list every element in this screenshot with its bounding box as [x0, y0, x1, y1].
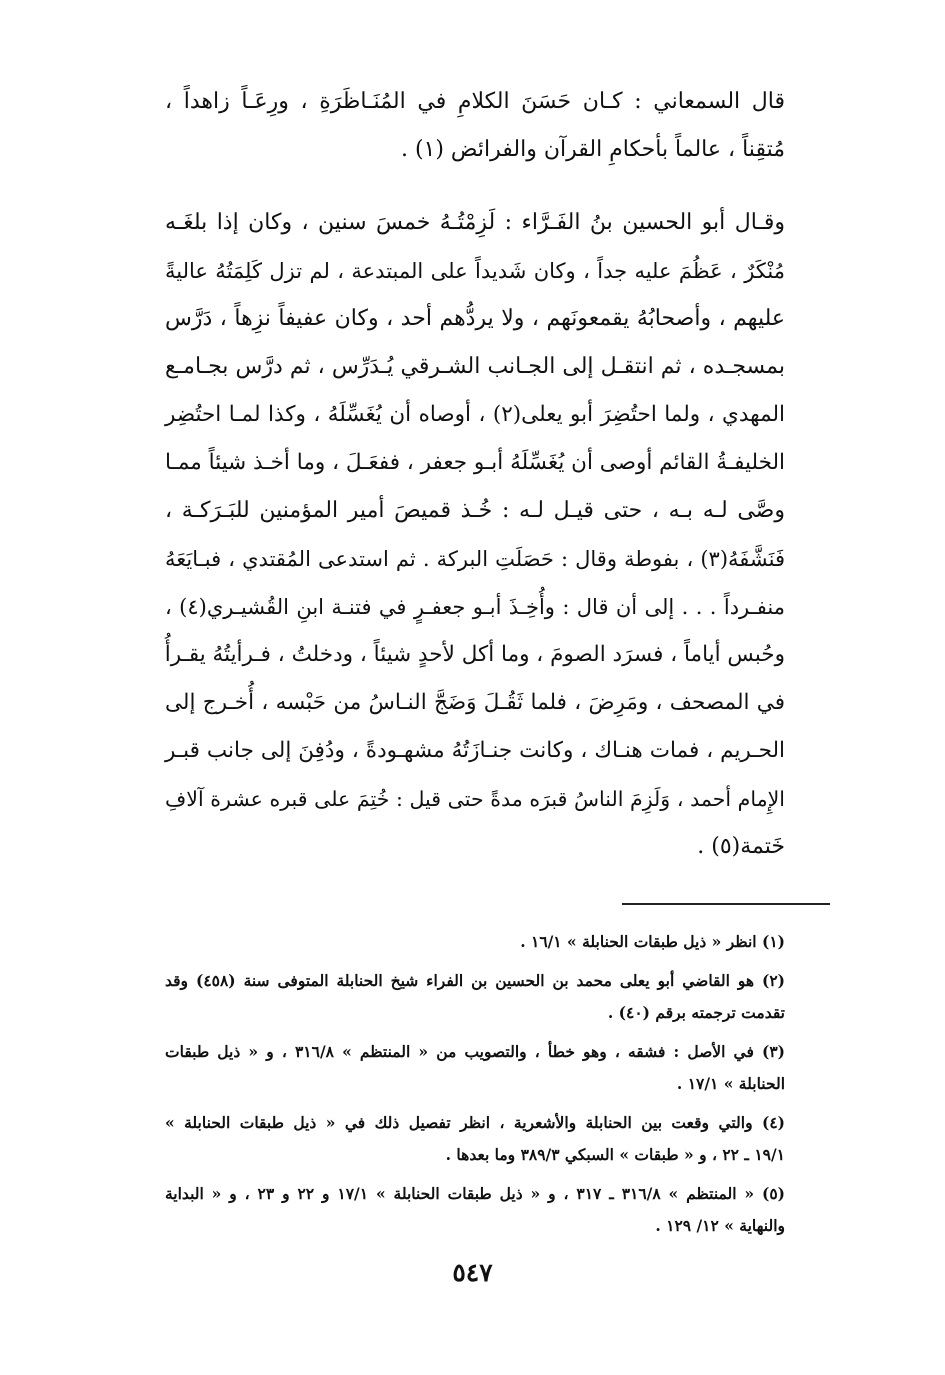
text-line: وحُبس أياماً ، فسرَد الصومَ ، وما أكل لأحدٍ شيئاً ، ودخلتُ ، فـرأيتُهُ يقـرأُ: [164, 642, 785, 667]
footnote-spacer: [165, 1100, 785, 1107]
footnote-line: (٤) والتي وقعت بين الحنابلة والأشعرية ، انظر تفصيل ذلك في « ذيل طبقات الحنابلة »: [165, 1113, 785, 1132]
footnote-line: (٣) في الأصل : فشقه ، وهو خطأ ، والتصويب من « المنتظم » ٣١٦/٨ ، و « ذيل طبقات: [165, 1042, 785, 1061]
text-line: قال السمعاني : كـان حَسَنَ الكلامِ في المُنَـاظَرَةِ ، ورِعَـاً زاهداً ،: [165, 89, 785, 114]
text-line: فَنَشَّفَهُ(٣) ، بفوطة وقال : حَصَلَتِ البركة . ثم استدعى المُقتدي ، فبـايَعَهُ: [165, 547, 785, 571]
footnote-spacer: [165, 958, 785, 965]
footnote-1: [165, 926, 785, 958]
main-text: [165, 78, 785, 871]
footnote-line: (٥) « المنتظم » ٣١٦/٨ ـ ٣١٧ ، و « ذيل طبقات الحنابلة » ١٧/١ و ٢٢ و ٢٣ ، و « البداية: [165, 1184, 785, 1203]
text-line: وقـال أبو الحسين بنُ الفَـرَّاء : لَزِمْتُـهُ خمسَ سنين ، وكان إذا بلغَـه: [165, 210, 785, 235]
paragraph-2: [165, 199, 785, 871]
footnote-spacer: [165, 1171, 785, 1178]
footnote-line: (٢) هو القاضي أبو يعلى محمد بن الحسين بن الفراء شيخ الحنابلة المتوفى سنة (٤٥٨) وقد: [165, 971, 785, 990]
text-line: مُنْكَرٌ ، عَظُمَ عليه جداً ، وكان شَديداً على المبتدعة ، لم تزل كَلِمَتُهُ عاليةً: [165, 259, 785, 283]
text-line: الحـريم ، فمات هنـاك ، وكانت جنـازَتُهُ مشهـودةً ، ودُفِنَ إلى جانب قبـر: [165, 738, 785, 763]
text-line: الخليفـةُ القائم أوصى أن يُغَسِّلَهُ أبـو جعفر ، ففعَـلَ ، وما أخـذ شيئاً ممـا: [165, 450, 785, 475]
text-line: في المصحف ، ومَرِضَ ، فلما ثَقُـلَ وَضَجَّ النـاسُ من حَبْسه ، أُخـرج إلى: [165, 690, 785, 715]
text-line: عليهم ، وأصحابُهُ يقمعونَهم ، ولا يردُّهم أحد ، وكان عفيفاً نزِهاً ، دَرَّس: [165, 306, 785, 331]
text-line: بمسجـده ، ثم انتقـل إلى الجـانب الشـرقي يُـدَرِّس ، ثم درَّس بجـامـع: [165, 354, 785, 379]
footnote-line: الحنابلة » ١٧/١ .: [676, 1074, 785, 1093]
footnote-5: [165, 1178, 785, 1242]
footnote-4: [165, 1107, 785, 1171]
text-line: مُتقِناً ، عالماً بأحكامِ القرآن والفرائض (١) .: [400, 137, 785, 162]
text-line: الإِمام أحمد ، وَلَزِمَ الناسُ قبرَه مدةً حتى قيل : خُتِمَ على قبره عشرة آلافِ: [165, 787, 785, 811]
footnote-line: ١٩/١ ـ ٢٢ ، و « طبقات » السبكي ٣٨٩/٣ وما بعدها .: [445, 1145, 785, 1164]
page-number: ٥٤٧: [452, 1258, 493, 1287]
footnote-2: [165, 965, 785, 1029]
footnote-divider: [622, 903, 830, 905]
footnote-3: [165, 1036, 785, 1100]
paragraph-spacer: [165, 174, 785, 199]
footnote-line: تقدمت ترجمته برقم (٤٠) .: [607, 1003, 785, 1022]
footnote-spacer: [165, 1029, 785, 1036]
paragraph-1: [165, 78, 785, 174]
text-line: وصَّى لـه بـه ، حتى قيـل لـه : خُـذ قميصَ أمير المؤمنين للبَـرَكـة ،: [165, 498, 785, 523]
text-line: خَتمة(٥) .: [697, 834, 785, 859]
text-line: منفـرداً . . . إلى أن قال : وأُخِـذَ أبـو جعفـرٍ في فتنـة ابنِ القُشيـري(٤) ،: [165, 595, 785, 619]
text-line: المهدي ، ولما احتُضِرَ أبو يعلى(٢) ، أوصاه أن يُغَسِّلَهُ ، وكذا لمـا احتُضِر: [165, 402, 785, 427]
footnotes: [165, 926, 785, 1242]
footnote-line: (١) انظر « ذيل طبقات الحنابلة » ١٦/١ .: [520, 932, 785, 951]
footnote-line: والنهاية » ١٢/ ١٢٩ .: [655, 1216, 785, 1235]
